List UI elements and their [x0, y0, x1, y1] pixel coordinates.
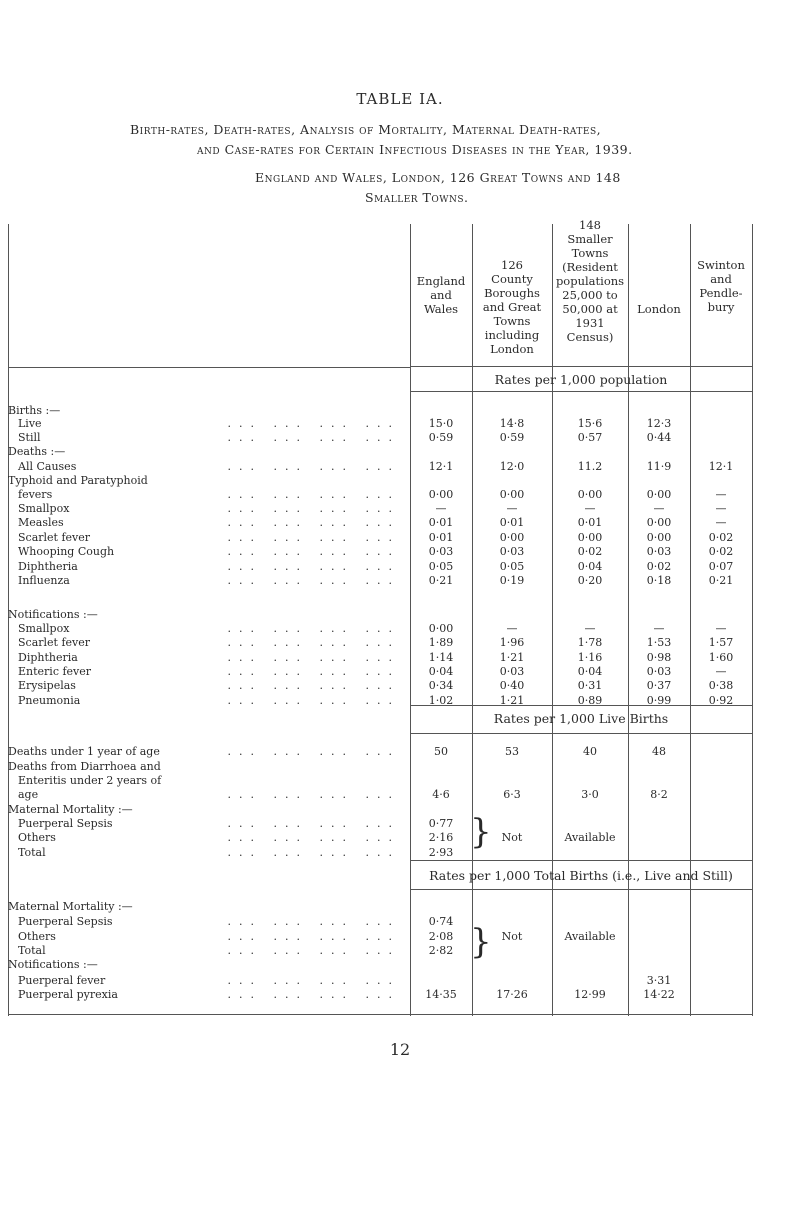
column-header-line: bury — [707, 300, 735, 314]
column-header-line: London — [490, 342, 534, 356]
table-cell: 0·20 — [577, 574, 603, 587]
leader-dots: ... ... ... ... — [227, 831, 400, 844]
table-cell: 0·05 — [499, 560, 525, 573]
table-cell: 0·38 — [708, 679, 734, 692]
table-cell: 0·01 — [428, 531, 454, 544]
table-cell: 1·14 — [428, 651, 454, 664]
table-cell: — — [715, 622, 727, 635]
table-cell: 1·57 — [708, 636, 734, 649]
row-label: Still — [18, 431, 41, 444]
banner-rule — [410, 860, 752, 861]
row-label: Notifications :— — [8, 958, 98, 971]
table-cell: 0·00 — [646, 516, 672, 529]
leader-dots: ... ... ... ... — [227, 846, 400, 859]
table-cell: 0·00 — [499, 531, 525, 544]
column-header-line: (Resident — [562, 260, 618, 274]
table-cell: 0·00 — [577, 531, 603, 544]
column-header-line: and — [430, 288, 452, 302]
row-label: Influenza — [18, 574, 70, 587]
table-cell: 2·82 — [428, 944, 454, 957]
column-header-line: and — [710, 272, 732, 286]
leader-dots: ... ... ... ... — [227, 516, 400, 529]
table-cell: 40 — [583, 745, 597, 758]
banner-rule — [410, 391, 752, 392]
table-cell: 1·16 — [577, 651, 603, 664]
row-label: age — [18, 788, 39, 801]
row-label: Puerperal pyrexia — [18, 988, 118, 1001]
table-cell: 2·16 — [428, 831, 454, 844]
table-cell: 12·1 — [708, 460, 734, 473]
leader-dots: ... ... ... ... — [227, 531, 400, 544]
table-cell: 0·31 — [577, 679, 603, 692]
row-label: Scarlet fever — [18, 636, 91, 649]
table-cell: 0·03 — [646, 545, 672, 558]
column-rule — [690, 224, 691, 1016]
table-cell: 0·89 — [577, 694, 603, 707]
leader-dots: ... ... ... ... — [227, 502, 400, 515]
table-cell: 3·0 — [581, 788, 599, 801]
table-cell: 14·8 — [499, 417, 525, 430]
table-title: TABLE IA. — [356, 90, 444, 108]
table-cell: Not — [501, 831, 523, 844]
column-header-line: including — [484, 328, 540, 342]
table-cell: — — [715, 488, 727, 501]
table-cell: 1·21 — [499, 651, 525, 664]
table-cell: — — [715, 665, 727, 678]
table-cell: 1·78 — [577, 636, 603, 649]
table-cell: 0·00 — [428, 622, 454, 635]
row-label: Erysipelas — [18, 679, 76, 692]
column-header-line: Smaller — [567, 232, 613, 246]
rates-banner-b3: Rates per 1,000 Total Births (i.e., Live and Still) — [429, 868, 733, 883]
row-label: Others — [18, 831, 56, 844]
row-label: Scarlet fever — [18, 531, 91, 544]
row-label: Enteric fever — [18, 665, 92, 678]
table-cell: 3·31 — [646, 974, 672, 987]
table-bottom-rule — [8, 1014, 752, 1015]
leader-dots: ... ... ... ... — [227, 488, 400, 501]
table-cell: — — [653, 502, 665, 515]
table-cell: 53 — [505, 745, 519, 758]
column-header-line: 126 — [501, 258, 523, 272]
table-cell: 0·04 — [428, 665, 454, 678]
leader-dots: ... ... ... ... — [227, 545, 400, 558]
table-cell: 0·21 — [708, 574, 734, 587]
banner-rule — [410, 889, 752, 890]
table-cell: 0·01 — [499, 516, 525, 529]
table-cell: 0·34 — [428, 679, 454, 692]
leader-dots: ... ... ... ... — [227, 665, 400, 678]
row-label: Total — [18, 944, 46, 957]
leader-dots: ... ... ... ... — [227, 930, 400, 943]
table-cell: 0·57 — [577, 431, 603, 444]
banner-rule — [410, 366, 752, 367]
table-cell: 0·03 — [646, 665, 672, 678]
table-cell: 0·01 — [428, 516, 454, 529]
table-cell: 0·02 — [708, 531, 734, 544]
row-label: Puerperal Sepsis — [18, 817, 113, 830]
row-label: Puerperal Sepsis — [18, 915, 113, 928]
table-cell: 0·18 — [646, 574, 672, 587]
page-number: 12 — [389, 1040, 411, 1059]
table-cell: 0·00 — [577, 488, 603, 501]
table-cell: 14·22 — [643, 988, 675, 1001]
subtitle-line-1: Birth-rates, Death-rates, Analysis of Mortality, Maternal Death-rates, — [130, 122, 602, 137]
row-label: Deaths :— — [8, 445, 66, 458]
row-label: Typhoid and Paratyphoid — [8, 474, 148, 487]
leader-dots: ... ... ... ... — [227, 574, 400, 587]
leader-dots: ... ... ... ... — [227, 915, 400, 928]
table-cell: 0·44 — [646, 431, 672, 444]
table-cell: 15·6 — [577, 417, 603, 430]
table-cell: Available — [564, 831, 616, 844]
row-label: Diphtheria — [18, 651, 78, 664]
banner-rule — [410, 733, 752, 734]
row-label: Maternal Mortality :— — [8, 803, 133, 816]
subtitle-line-4: Smaller Towns. — [365, 190, 469, 205]
column-header-line: Towns — [493, 314, 531, 328]
table-cell: 12·3 — [646, 417, 672, 430]
table-cell: 2·08 — [428, 930, 454, 943]
table-cell: 0·37 — [646, 679, 672, 692]
table-cell: 0·02 — [708, 545, 734, 558]
table-cell: 4·6 — [432, 788, 450, 801]
table-cell: 0·00 — [646, 488, 672, 501]
table-cell: 0·77 — [428, 817, 454, 830]
table-cell: 2·93 — [428, 846, 454, 859]
row-label: Whooping Cough — [18, 545, 115, 558]
table-cell: 11·9 — [646, 460, 672, 473]
row-label: Pneumonia — [18, 694, 81, 707]
table-cell: 0·02 — [646, 560, 672, 573]
table-cell: 0·02 — [577, 545, 603, 558]
column-header-line: and Great — [482, 300, 542, 314]
row-label: Total — [18, 846, 46, 859]
leader-dots: ... ... ... ... — [227, 417, 400, 430]
table-cell: 12·0 — [499, 460, 525, 473]
leader-dots: ... ... ... ... — [227, 694, 400, 707]
row-label: Smallpox — [18, 622, 70, 635]
leader-dots: ... ... ... ... — [227, 636, 400, 649]
column-rule — [410, 224, 411, 1016]
leader-dots: ... ... ... ... — [227, 431, 400, 444]
leader-dots: ... ... ... ... — [227, 651, 400, 664]
subtitle-line-3: England and Wales, London, 126 Great Towns and 148 — [255, 170, 621, 185]
column-header-line: Boroughs — [484, 286, 540, 300]
column-header-line: 1931 — [575, 316, 605, 330]
leader-dots: ... ... ... ... — [227, 679, 400, 692]
column-header-line: England — [416, 274, 466, 288]
bracket: } — [470, 812, 492, 852]
table-cell: — — [715, 516, 727, 529]
table-cell: 1·21 — [499, 694, 525, 707]
leader-dots: ... ... ... ... — [227, 560, 400, 573]
column-header-line: Swinton — [697, 258, 745, 272]
leader-dots: ... ... ... ... — [227, 974, 400, 987]
table-cell: — — [506, 622, 518, 635]
leader-dots: ... ... ... ... — [227, 944, 400, 957]
table-cell: 0·04 — [577, 560, 603, 573]
table-cell: — — [506, 502, 518, 515]
column-rule — [752, 224, 753, 1016]
table-cell: — — [584, 622, 596, 635]
table-cell: 0·74 — [428, 915, 454, 928]
column-header-line: London — [637, 302, 681, 316]
table-cell: 14·35 — [425, 988, 457, 1001]
column-header — [679, 258, 763, 314]
table-cell: 0·03 — [499, 665, 525, 678]
table-cell: 0·00 — [646, 531, 672, 544]
table-cell: 1·89 — [428, 636, 454, 649]
table-cell: 0·03 — [499, 545, 525, 558]
row-label: Others — [18, 930, 56, 943]
table-cell: 48 — [652, 745, 666, 758]
table-cell: 0·40 — [499, 679, 525, 692]
table-cell: Not — [501, 930, 523, 943]
rates-banner-b2: Rates per 1,000 Live Births — [493, 711, 669, 726]
table-cell: 12·99 — [574, 988, 606, 1001]
table-cell: 1·02 — [428, 694, 454, 707]
table-cell: Available — [564, 930, 616, 943]
leader-dots: ... ... ... ... — [227, 988, 400, 1001]
rates-banner-b1: Rates per 1,000 population — [494, 372, 668, 387]
table-cell: 0·00 — [428, 488, 454, 501]
table-cell: 0·03 — [428, 545, 454, 558]
column-header-line: 25,000 to — [562, 288, 618, 302]
table-cell: 0·07 — [708, 560, 734, 573]
table-cell: — — [584, 502, 596, 515]
column-header-line: Wales — [423, 302, 459, 316]
row-label: Measles — [18, 516, 64, 529]
table-cell: 12·1 — [428, 460, 454, 473]
table-cell: — — [653, 622, 665, 635]
column-header-line: Pendle- — [699, 286, 743, 300]
table-cell: 0·04 — [577, 665, 603, 678]
table-cell: 1·53 — [646, 636, 672, 649]
row-label: All Causes — [18, 460, 77, 473]
table-cell: — — [435, 502, 447, 515]
header-rule — [8, 367, 410, 368]
leader-dots: ... ... ... ... — [227, 817, 400, 830]
column-header-line: 148 — [579, 218, 601, 232]
row-label: Deaths under 1 year of age — [8, 745, 160, 758]
leader-dots: ... ... ... ... — [227, 745, 400, 758]
table-cell: — — [715, 502, 727, 515]
table-cell: 0·01 — [577, 516, 603, 529]
table-cell: 0·59 — [428, 431, 454, 444]
column-header-line: Towns — [571, 246, 609, 260]
column-header-line: populations — [555, 274, 625, 288]
table-cell: 0·19 — [499, 574, 525, 587]
table-cell: 0·99 — [646, 694, 672, 707]
row-label: fevers — [18, 488, 53, 501]
table-cell: 11.2 — [577, 460, 603, 473]
row-label: Deaths from Diarrhoea and — [8, 760, 161, 773]
table-cell: 1·96 — [499, 636, 525, 649]
row-label: Births :— — [8, 404, 61, 417]
table-cell: 8·2 — [650, 788, 668, 801]
column-header — [548, 218, 632, 344]
row-label: Enteritis under 2 years of — [18, 774, 162, 787]
table-cell: 0·05 — [428, 560, 454, 573]
column-header-line: Census) — [566, 330, 614, 344]
leader-dots: ... ... ... ... — [227, 622, 400, 635]
subtitle-line-2: and Case-rates for Certain Infectious Diseases in the Year, 1939. — [197, 142, 633, 157]
column-header-line: 50,000 at — [562, 302, 618, 316]
table-cell: 0·98 — [646, 651, 672, 664]
column-header — [470, 258, 554, 356]
row-label: Puerperal fever — [18, 974, 106, 987]
column-header-line: County — [491, 272, 533, 286]
leader-dots: ... ... ... ... — [227, 788, 400, 801]
leader-dots: ... ... ... ... — [227, 460, 400, 473]
table-cell: 0·21 — [428, 574, 454, 587]
table-cell: 0·00 — [499, 488, 525, 501]
table-cell: 6·3 — [503, 788, 521, 801]
row-label: Live — [18, 417, 42, 430]
table-cell: 0·59 — [499, 431, 525, 444]
table-cell: 0·92 — [708, 694, 734, 707]
table-cell: 1·60 — [708, 651, 734, 664]
table-cell: 17·26 — [496, 988, 528, 1001]
row-label: Notifications :— — [8, 608, 98, 621]
row-label: Smallpox — [18, 502, 70, 515]
table-cell: 15·0 — [428, 417, 454, 430]
row-label: Diphtheria — [18, 560, 78, 573]
bracket: } — [470, 922, 492, 962]
table-cell: 50 — [434, 745, 448, 758]
row-label: Maternal Mortality :— — [8, 900, 133, 913]
